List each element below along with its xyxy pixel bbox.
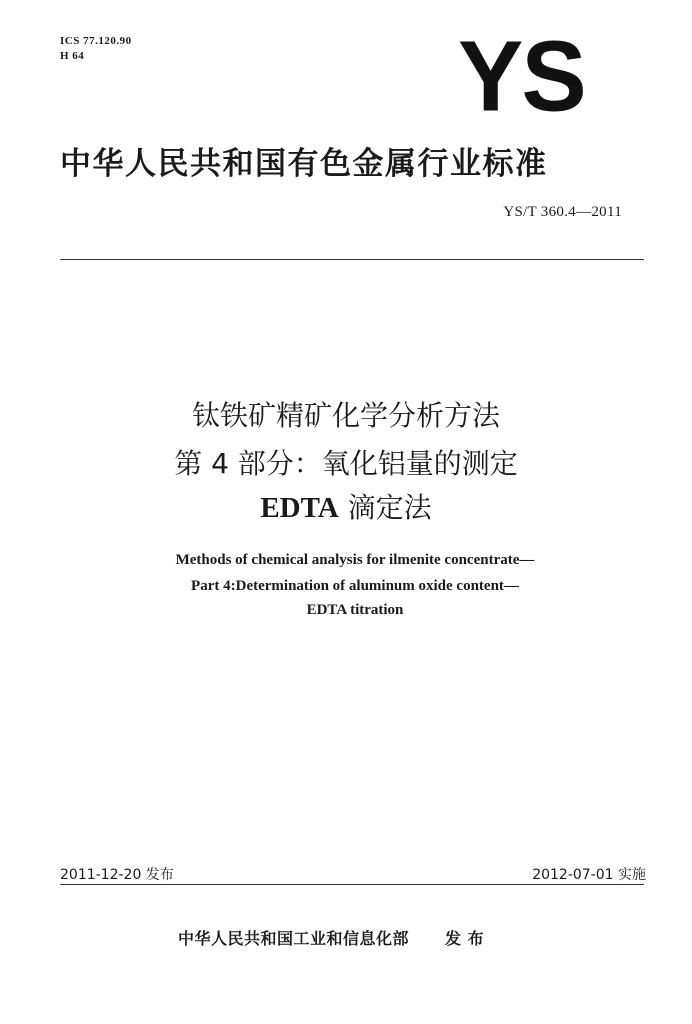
english-title-line-3: EDTA titration [306, 602, 404, 618]
top-divider [60, 259, 644, 260]
classification-codes [60, 34, 132, 64]
english-title-line-1: Methods of chemical analysis for ilmenite concentrate— [175, 552, 535, 568]
ics-code: ICS 77.120.90 [60, 35, 132, 47]
issuing-authority [178, 926, 484, 949]
chinese-title-line-2: 第 4 部分：氧化铝量的测定 [174, 447, 518, 480]
standard-category-title: 中华人民共和国有色金属行业标准 [60, 146, 548, 182]
bottom-divider [60, 884, 644, 885]
standard-number: YS/T 360.4—2011 [503, 204, 622, 220]
chinese-title-line-3-rest: 滴定法 [338, 491, 432, 524]
chinese-title-line-3 [0, 486, 692, 526]
implementation-date: 2012-07-01 实施 [532, 867, 646, 883]
issue-word: 发 布 [445, 929, 485, 948]
chinese-title-line-3-latin: EDTA [260, 492, 339, 524]
ccs-code: H 64 [60, 50, 85, 62]
issuer-name: 中华人民共和国工业和信息化部 [178, 929, 410, 948]
issue-date: 2011-12-20 发布 [60, 867, 174, 883]
ys-logo: YS [458, 19, 585, 133]
english-title-line-2: Part 4:Determination of aluminum oxide content— [191, 578, 519, 594]
chinese-title-line-1: 钛铁矿精矿化学分析方法 [191, 399, 500, 432]
